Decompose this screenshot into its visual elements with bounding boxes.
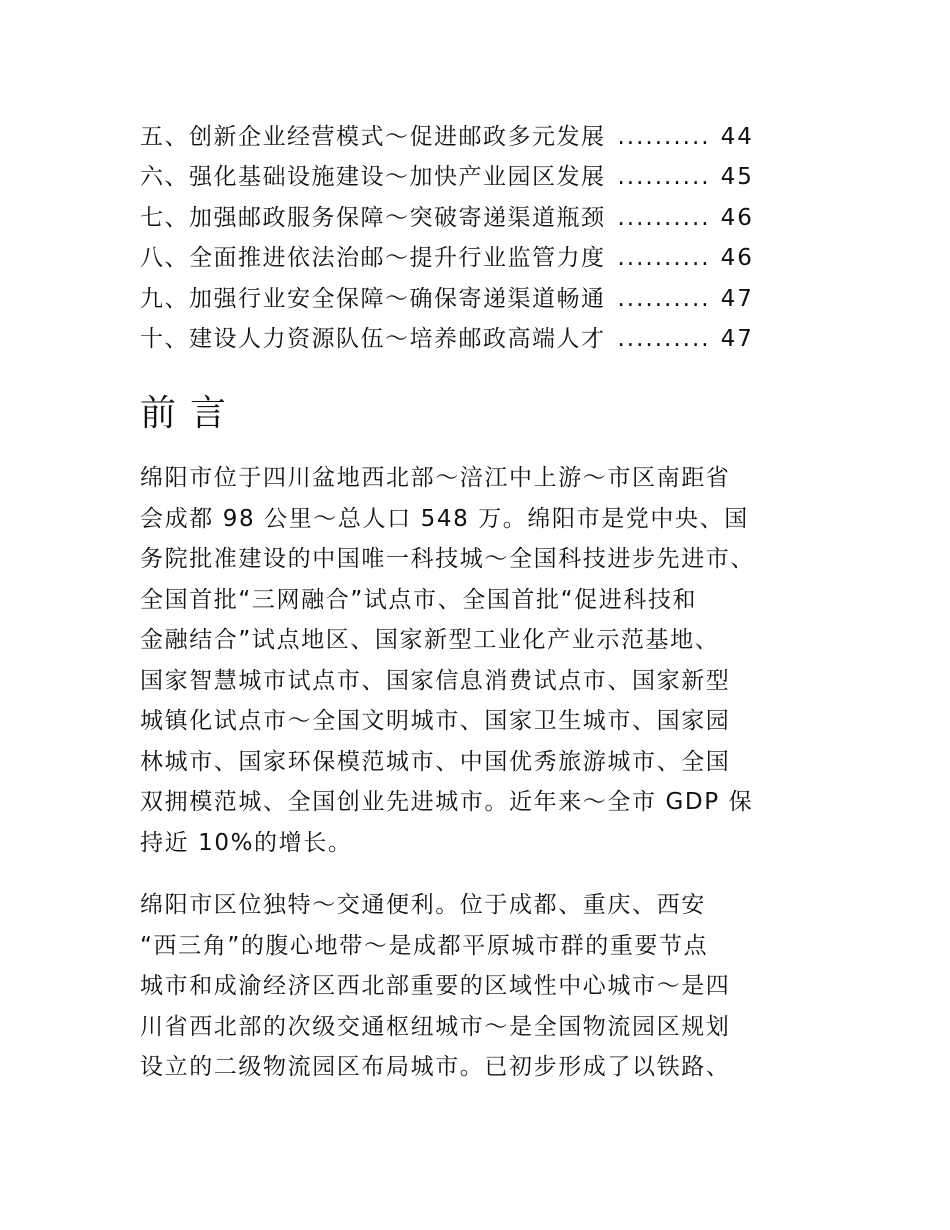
toc-entry-page: 44 xyxy=(720,124,754,150)
toc-entry-page: 45 xyxy=(720,164,754,191)
toc-entry-leader: .......... xyxy=(617,164,711,191)
paragraph-line: 全国首批“三网融合”试点市、全国首批“促进科技和 xyxy=(140,586,698,613)
paragraph-line: 川省西北部的次级交通枢纽城市～是全国物流园区规划 xyxy=(140,1013,731,1040)
toc-entry-title: 七、加强邮政服务保障～突破寄递渠道瓶颈 xyxy=(140,204,606,231)
paragraph-line: 绵阳市位于四川盆地西北部～涪江中上游～市区南距省 xyxy=(140,465,731,491)
toc-entry[interactable] xyxy=(140,320,800,360)
table-of-contents xyxy=(140,118,800,360)
paragraph-line: 绵阳市区位独特～交通便利。位于成都、重庆、西安 xyxy=(140,892,706,918)
toc-entry-leader: .......... xyxy=(617,245,711,272)
toc-entry-leader: .......... xyxy=(617,285,711,312)
paragraph-line: 金融结合”试点地区、国家新型工业化产业示范基地、 xyxy=(140,627,720,653)
toc-entry-leader: .......... xyxy=(617,325,711,352)
toc-entry-page: 47 xyxy=(720,325,754,352)
paragraph-line: 务院批准建设的中国唯一科技城～全国科技进步先进市、 xyxy=(140,546,755,572)
paragraph-line: 城市和成渝经济区西北部重要的区域性中心城市～是四 xyxy=(140,973,731,999)
body-paragraph xyxy=(140,885,808,1088)
toc-entry-page: 46 xyxy=(720,204,754,231)
paragraph-line: 国家智慧城市试点市、国家信息消费试点市、国家新型 xyxy=(140,667,731,694)
toc-entry-page: 46 xyxy=(720,245,754,272)
body-paragraph xyxy=(140,458,808,863)
toc-entry[interactable] xyxy=(140,280,800,320)
section-heading: 前言 xyxy=(140,393,241,434)
paragraph-line: 双拥模范城、全国创业先进城市。近年来～全市 GDP 保 xyxy=(140,789,754,815)
toc-entry-title: 五、创新企业经营模式～促进邮政多元发展 xyxy=(140,124,606,150)
paragraph-line: 会成都 98 公里～总人口 548 万。绵阳市是党中央、国 xyxy=(140,505,749,532)
toc-entry-leader: .......... xyxy=(617,124,711,150)
paragraph-line: 持近 10%的增长。 xyxy=(140,829,353,856)
toc-entry[interactable] xyxy=(140,158,800,198)
toc-entry-leader: .......... xyxy=(617,204,711,231)
toc-entry-title: 八、全面推进依法治邮～提升行业监管力度 xyxy=(140,245,606,272)
toc-entry-title: 十、建设人力资源队伍～培养邮政高端人才 xyxy=(140,325,606,352)
paragraph-line: “西三角”的腹心地带～是成都平原城市群的重要节点 xyxy=(140,932,709,959)
toc-entry[interactable] xyxy=(140,239,800,279)
toc-entry[interactable] xyxy=(140,118,800,158)
paragraph-line: 城镇化试点市～全国文明城市、国家卫生城市、国家园 xyxy=(140,708,731,734)
toc-entry-title: 九、加强行业安全保障～确保寄递渠道畅通 xyxy=(140,285,606,312)
paragraph-line: 设立的二级物流园区布局城市。已初步形成了以铁路、 xyxy=(140,1054,731,1080)
toc-entry[interactable] xyxy=(140,199,800,239)
toc-entry-title: 六、强化基础设施建设～加快产业园区发展 xyxy=(140,164,606,191)
paragraph-line: 林城市、国家环保模范城市、中国优秀旅游城市、全国 xyxy=(140,748,731,775)
toc-entry-page: 47 xyxy=(720,285,754,312)
